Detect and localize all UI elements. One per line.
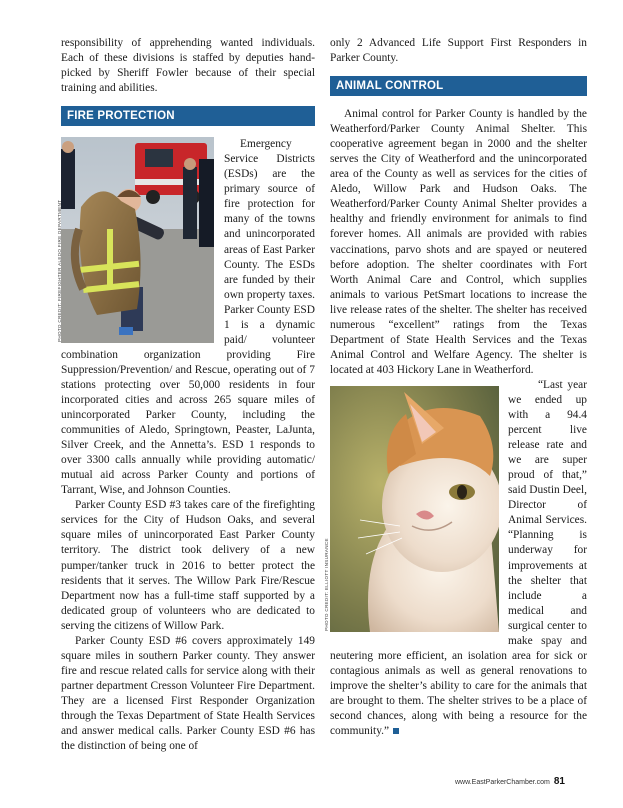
animal-control-heading: ANIMAL CONTROL [330, 76, 587, 96]
firefighter-photo [57, 137, 214, 343]
page-number: 81 [553, 776, 565, 787]
left-column [57, 36, 315, 754]
cat-photo-credit: PHOTO CREDIT: ELLIOTT INSURANCE [324, 538, 329, 631]
footer-url[interactable]: www.EastParkerChamber.com [454, 779, 550, 786]
continued-paragraph: only 2 Advanced Life Support First Responders in Parker County. [330, 37, 587, 65]
fire-photo-credit: PHOTO CREDIT: FIREFIGHTER ALEDO FIRE DEPARTMENT [57, 199, 62, 343]
esd1-paragraph: Emergency Service Districts (ESDs) are the primary source of fire protection for many of the towns and unincorporated areas of East Parker County. The ESDs are funded by their own property taxes. Parker County ESD 1 is a dynamic paid/ volunteer combination organization providing Fire Suppression/Prevention/ and Rescue, operating out of 7 stations protecting over 50,000 residents in four incorporated cities and across 265 square miles of unincorporated Parker County, including the communities of Aledo, Springtown, Peaster, LaJunta, Silver Creek, and the Annetta’s. ESD 1 responds to over 3300 calls annually while providing automatic/ mutual aid across Parker County and portions of Tarrant, Wise, and Johnson Counties. [61, 138, 315, 497]
firefighter-photo-image [61, 137, 214, 343]
cat-photo-image [330, 386, 499, 632]
right-column [324, 36, 587, 739]
animal-control-paragraph: Animal control for Parker County is handled by the Weatherford/Parker County Animal Shelter. This cooperative agreement began in 2000 and the shelter serves the City of Weatherford and the unincorporated area of the County as well as services for the cities of Aledo, Willow Park and Hudson Oaks. The Weatherford/Parker County Animal Shelter provides a healthy and friendly environment for animals to find forever homes. All animals are provided with rabies vaccinations, parvo shots and are spayed or neutered before adoption. The shelter coordinates with Fort Worth Animal Care and Control, which supplies animals to various PetSmart locations to increase the live release rates of the shelter. The shelter has received numerous “excellent” ratings from the Texas Department of State Health Services and the Texas Animal Control and Welfare Agency. The shelter is located at 403 Hickory Lane in Weatherford. [330, 108, 587, 376]
quote-text: “Last year we ended up with a 94.4 percent live release rate and we are super proud of that,” said Dustin Deel, Director of Animal Services. “Planning is underway for improvements at the shelter that include a medical and surgical center to make spay and neutering more efficient, an isolation area for sick or contagious animals as well as general renovations to improve the shelter’s ability to care for the animals that are brought to them. The shelter strives to be a place of second chances, along with being a resource for the community.” [330, 378, 587, 738]
fire-protection-heading: FIRE PROTECTION [61, 106, 315, 126]
cat-photo [324, 386, 499, 632]
page-footer [455, 776, 565, 787]
esd3-paragraph: Parker County ESD #3 takes care of the firefighting services for the City of Hudson Oaks, and several square miles of unincorporated East Parker County territory. The district took delivery of a new pumper/tanker truck in 2016 to better protect the residents that it serves. The Willow Park Fire/Rescue Department now has a full-time staff supported by a dedicated group of volunteers who are dedicated to serving the citizens of Willow Park. [61, 499, 315, 632]
esd6-paragraph: Parker County ESD #6 covers approximately 149 square miles in southern Parker county. They answer fire and rescue related calls for service along with their partner department Cresson Volunteer Fire Department. They are a licensed First Responder Organization through the Texas Department of State Health Services and answer medical calls. Parker County ESD #6 has the distinction of being one of [61, 634, 315, 753]
end-of-article-icon [393, 728, 399, 734]
intro-paragraph: responsibility of apprehending wanted individuals. Each of these divisions is staffed by deputies hand-picked by Sheriff Fowler because of their special training and abilities. [61, 37, 315, 95]
